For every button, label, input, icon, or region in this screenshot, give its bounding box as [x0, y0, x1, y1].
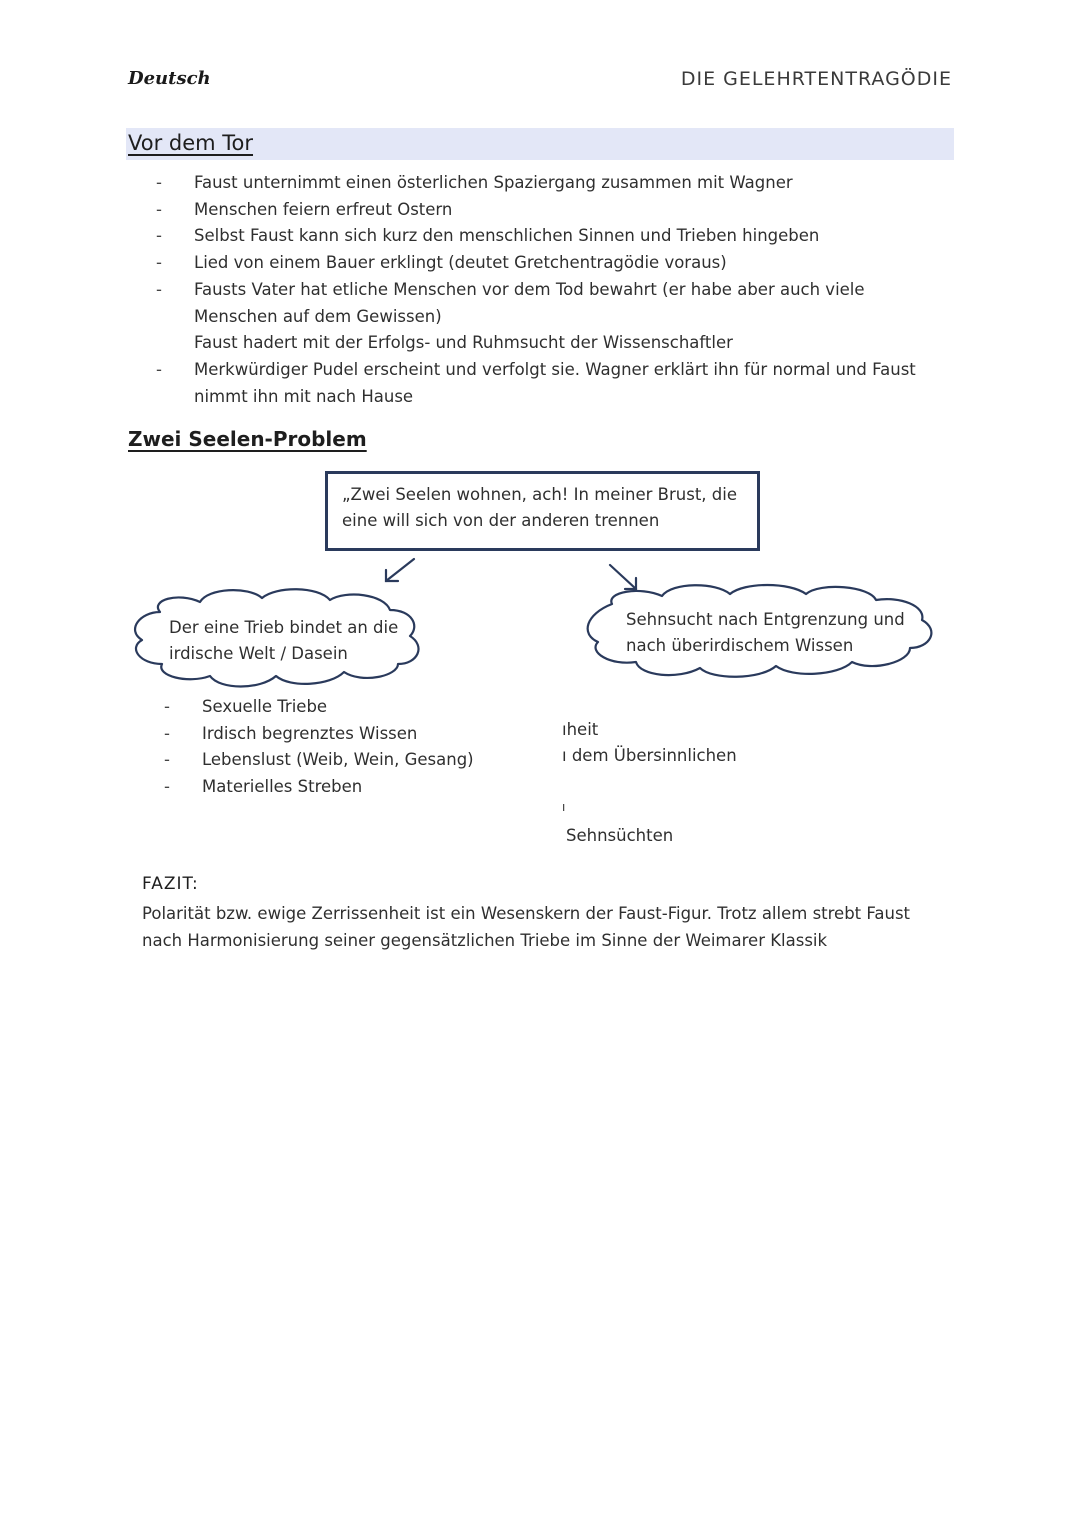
arrow-left: [386, 559, 414, 581]
right-fragment-4: Sehnsüchten: [566, 826, 674, 845]
list-item: Faust hadert mit der Erfolgs- und Ruhmsucht der Wissenschaftler: [194, 333, 733, 353]
cloud-left-line-1: Der eine Trieb bindet an die: [169, 618, 399, 637]
list-item: Menschen auf dem Gewissen): [194, 306, 442, 326]
list-item: - Selbst Faust kann sich kurz den menschlichen Sinnen und Trieben hingeben: [156, 223, 956, 250]
heading-vor-dem-tor: Vor dem Tor: [128, 131, 254, 155]
list-irdische-triebe: [164, 694, 524, 801]
list-item: - Lebenslust (Weib, Wein, Gesang): [164, 747, 524, 774]
list-item: - Irdisch begrenztes Wissen: [164, 721, 524, 748]
arrow-right: [610, 565, 636, 589]
subject-label: Deutsch: [128, 68, 211, 89]
list-item: - Lied von einem Bauer erklingt (deutet Gretchentragödie voraus): [156, 250, 956, 277]
list-item: - Fausts Vater hat etliche Menschen vor dem Tod bewahrt (er habe aber auch viele: [156, 277, 956, 304]
cloud-right-line-2: nach überirdischem Wissen: [626, 636, 854, 655]
cloud-right-line-1: Sehnsucht nach Entgrenzung und: [626, 610, 905, 629]
cloud-left-line-2: irdische Welt / Dasein: [169, 644, 348, 663]
fazit-label: FAZIT:: [142, 874, 199, 894]
list-item: - Faust unternimmt einen österlichen Spaziergang zusammen mit Wagner: [156, 170, 956, 197]
right-fragment-3: ı: [562, 800, 566, 814]
quote-line-2: eine will sich von der anderen trennen: [342, 511, 660, 530]
heading-zwei-seelen: Zwei Seelen-Problem: [128, 427, 367, 451]
fazit-text: Polarität bzw. ewige Zerrissenheit ist ein Wesenskern der Faust-Figur. Trotz allem strebt Faust nach Harmonisierung seiner gegensätzlichen Triebe im Sinne der Weimarer Klassik: [142, 904, 911, 950]
list-item: - Merkwürdiger Pudel erscheint und verfolgt sie. Wagner erklärt ihn für normal und Faust: [156, 357, 956, 384]
right-fragment-2: ı dem Übersinnlichen: [562, 746, 737, 765]
cloud-left-text: [169, 615, 409, 667]
cloud-right-text: [626, 607, 916, 659]
right-fragment-1: ıheit: [562, 720, 599, 739]
list-item: - Menschen feiern erfreut Ostern: [156, 197, 956, 224]
list-item: nimmt ihn mit nach Hause: [194, 386, 414, 406]
list-item: - Materielles Streben: [164, 774, 524, 801]
quote-line-1: „Zwei Seelen wohnen, ach! In meiner Brust, die: [342, 485, 737, 504]
list-item: - Sexuelle Triebe: [164, 694, 524, 721]
document-title: DIE GELEHRTENTRAGÖDIE: [680, 68, 952, 90]
